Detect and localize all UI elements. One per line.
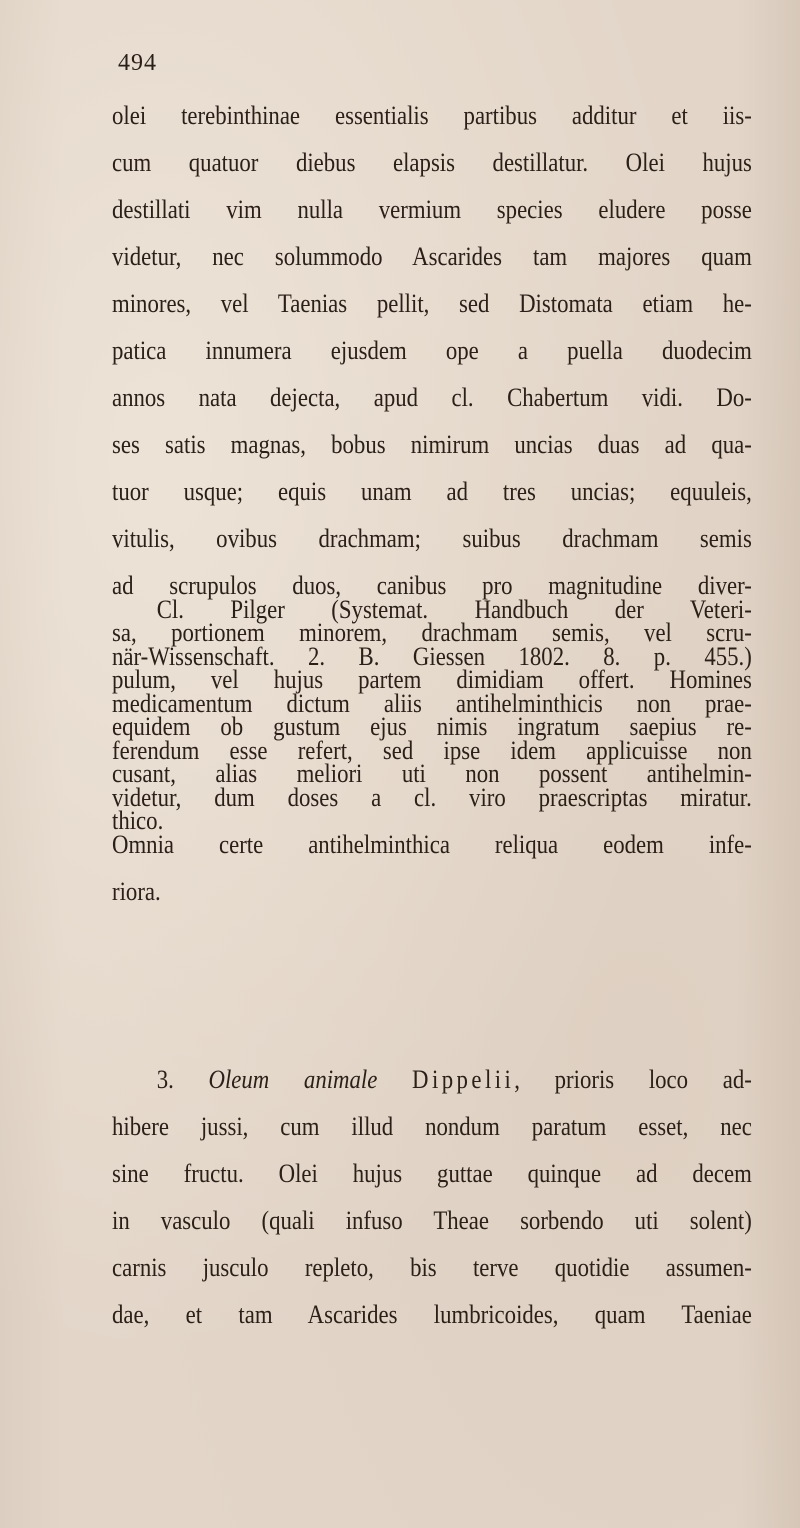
text-line: Omnia certe antihelminthica reliqua eodem infe- (112, 829, 752, 859)
text-line: pulum, vel hujus partem dimidiam offert. Homines (112, 664, 752, 694)
text-line: cum quatuor diebus elapsis destillatur. Olei hujus (112, 147, 752, 177)
text-line: olei terebinthinae essentialis partibus additur et iis- (112, 100, 752, 130)
paragraph-3 (112, 1056, 752, 1338)
text-line: destillati vim nulla vermium species eludere posse (112, 194, 752, 224)
text-line: ad scrupulos duos, canibus pro magnitudine diver- (112, 570, 752, 600)
text-line: carnis jusculo repleto, bis terve quotidie assumen- (112, 1252, 752, 1282)
text-line: cusant, alias meliori uti non possent antihelmin- (112, 758, 752, 788)
text-line: in vasculo (quali infuso Theae sorbendo uti solent) (112, 1205, 752, 1235)
author-name: Dippelii (412, 1064, 515, 1094)
text-line: minores, vel Taenias pellit, sed Distomata etiam he- (112, 288, 752, 318)
text-line: sine fructu. Olei hujus guttae quinque ad decem (112, 1158, 752, 1188)
section-number: 3. (156, 1064, 174, 1094)
text-line: patica innumera ejusdem ope a puella duodecim (112, 335, 752, 365)
text-line: sa, portionem minorem, drachmam semis, vel scru- (112, 617, 752, 647)
text-line: videtur, nec solummodo Ascarides tam majores quam (112, 241, 752, 271)
text-line: hibere jussi, cum illud nondum paratum esset, nec (112, 1111, 752, 1141)
italic-term: Oleum animale (208, 1064, 378, 1094)
text-line: ferendum esse refert, sed ipse idem applicuisse non (112, 735, 752, 765)
text-line: dae, et tam Ascarides lumbricoides, quam Taeniae (112, 1299, 752, 1329)
text-line: ses satis magnas, bobus nimirum uncias duas ad qua- (112, 429, 752, 459)
text-line: tuor usque; equis unam ad tres uncias; equuleis, (112, 476, 752, 506)
text-line: equidem ob gustum ejus nimis ingratum saepius re- (112, 711, 752, 741)
text-line: Cl. Pilger (Systemat. Handbuch der Veteri- (156, 594, 752, 624)
text-line: thico. (112, 805, 164, 835)
text-line: annos nata dejecta, apud cl. Chabertum vidi. Do- (112, 382, 752, 412)
page-number: 494 (118, 50, 157, 76)
text-line: medicamentum dictum aliis antihelminthicis non prae- (112, 688, 752, 718)
text-line: när-Wissenschaft. 2. B. Giessen 1802. 8. p. 455.) (112, 641, 752, 671)
line-continuation: , prioris loco ad- (514, 1064, 752, 1094)
text-line: videtur, dum doses a cl. viro praescriptas miratur. (112, 782, 752, 812)
text-line: riora. (112, 876, 161, 906)
text-line: vitulis, ovibus drachmam; suibus drachmam semis (112, 523, 752, 553)
paragraph-2 (112, 586, 752, 915)
section-heading-line (112, 1056, 752, 1103)
